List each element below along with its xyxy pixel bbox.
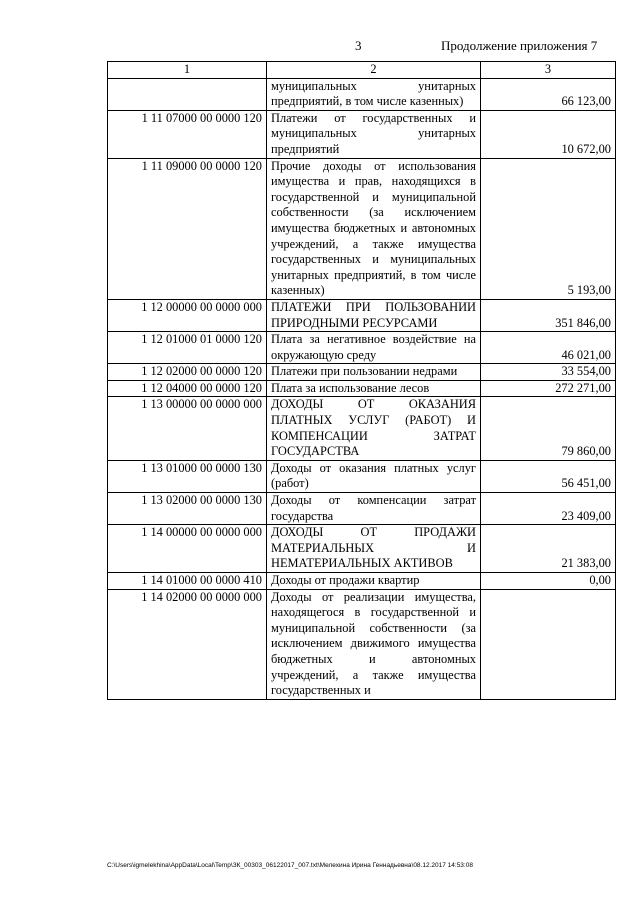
- table-row: [108, 397, 616, 460]
- row-name: Доходы от оказания платных услуг (работ): [267, 460, 481, 492]
- row-amount: 46 021,00: [481, 332, 616, 364]
- row-code: 1 12 04000 00 0000 120: [108, 380, 267, 397]
- table-row: [108, 380, 616, 397]
- row-name: ДОХОДЫ ОТ ПРОДАЖИ МАТЕРИАЛЬНЫХ И НЕМАТЕРИАЛЬНЫХ АКТИВОВ: [267, 525, 481, 573]
- row-amount: 5 193,00: [481, 158, 616, 299]
- row-name: Плата за использование лесов: [267, 380, 481, 397]
- column-header-2: 2: [267, 62, 481, 79]
- table-row: [108, 364, 616, 381]
- row-name: Доходы от компенсации затрат государства: [267, 493, 481, 525]
- row-amount: 66 123,00: [481, 78, 616, 110]
- row-code: 1 14 01000 00 0000 410: [108, 573, 267, 590]
- row-amount: 21 383,00: [481, 525, 616, 573]
- table-row: [108, 299, 616, 331]
- table-row: [108, 158, 616, 299]
- row-name: ДОХОДЫ ОТ ОКАЗАНИЯ ПЛАТНЫХ УСЛУГ (РАБОТ) И КОМПЕНСАЦИИ ЗАТРАТ ГОСУДАРСТВА: [267, 397, 481, 460]
- row-amount: 56 451,00: [481, 460, 616, 492]
- table-row: [108, 589, 616, 699]
- row-code: 1 14 02000 00 0000 000: [108, 589, 267, 699]
- footer-file-path: C:\Users\igmelekhina\AppData\Local\Temp\ЗК_00303_06122017_007.txt\Мелехина Ирина Геннадьевна\08.12.2017 14:53:08: [107, 862, 473, 869]
- budget-table: [107, 61, 616, 700]
- row-amount: 10 672,00: [481, 110, 616, 158]
- row-name: Прочие доходы от использования имущества и прав, находящихся в государственной и муниципальной собственности (за исключением имущества бюджетных и автономных учреждений, а также имущества государственных и муниципальных унитарных предприятий, в том числе казенных): [267, 158, 481, 299]
- row-name: муниципальных унитарных предприятий, в том числе казенных): [267, 78, 481, 110]
- table-row: [108, 78, 616, 110]
- row-code: [108, 78, 267, 110]
- row-name: Платежи от государственных и муниципальных унитарных предприятий: [267, 110, 481, 158]
- row-name: Доходы от реализации имущества, находящегося в государственной и муниципальной собственности (за исключением движимого имущества бюджетных и автономных учреждений, а также имущества государственных и: [267, 589, 481, 699]
- row-amount: 79 860,00: [481, 397, 616, 460]
- table-row: [108, 332, 616, 364]
- row-amount: 23 409,00: [481, 493, 616, 525]
- row-code: 1 12 02000 00 0000 120: [108, 364, 267, 381]
- row-code: 1 14 00000 00 0000 000: [108, 525, 267, 573]
- row-name: ПЛАТЕЖИ ПРИ ПОЛЬЗОВАНИИ ПРИРОДНЫМИ РЕСУРСАМИ: [267, 299, 481, 331]
- page-number: 3: [355, 38, 362, 53]
- table-row: [108, 573, 616, 590]
- row-code: 1 12 00000 00 0000 000: [108, 299, 267, 331]
- row-code: 1 13 01000 00 0000 130: [108, 460, 267, 492]
- row-name: Доходы от продажи квартир: [267, 573, 481, 590]
- column-header-1: 1: [108, 62, 267, 79]
- table-row: [108, 493, 616, 525]
- row-code: 1 12 01000 01 0000 120: [108, 332, 267, 364]
- table-row: [108, 110, 616, 158]
- row-amount: 272 271,00: [481, 380, 616, 397]
- row-amount: 0,00: [481, 573, 616, 590]
- row-amount: 33 554,00: [481, 364, 616, 381]
- row-code: 1 13 00000 00 0000 000: [108, 397, 267, 460]
- row-amount: 351 846,00: [481, 299, 616, 331]
- column-header-3: 3: [481, 62, 616, 79]
- table-header-row: [108, 62, 616, 79]
- row-amount: [481, 589, 616, 699]
- table-row: [108, 460, 616, 492]
- row-code: 1 11 09000 00 0000 120: [108, 158, 267, 299]
- table-row: [108, 525, 616, 573]
- row-code: 1 13 02000 00 0000 130: [108, 493, 267, 525]
- row-name: Платежи при пользовании недрами: [267, 364, 481, 381]
- row-code: 1 11 07000 00 0000 120: [108, 110, 267, 158]
- row-name: Плата за негативное воздействие на окружающую среду: [267, 332, 481, 364]
- continuation-title: Продолжение приложения 7: [441, 38, 598, 53]
